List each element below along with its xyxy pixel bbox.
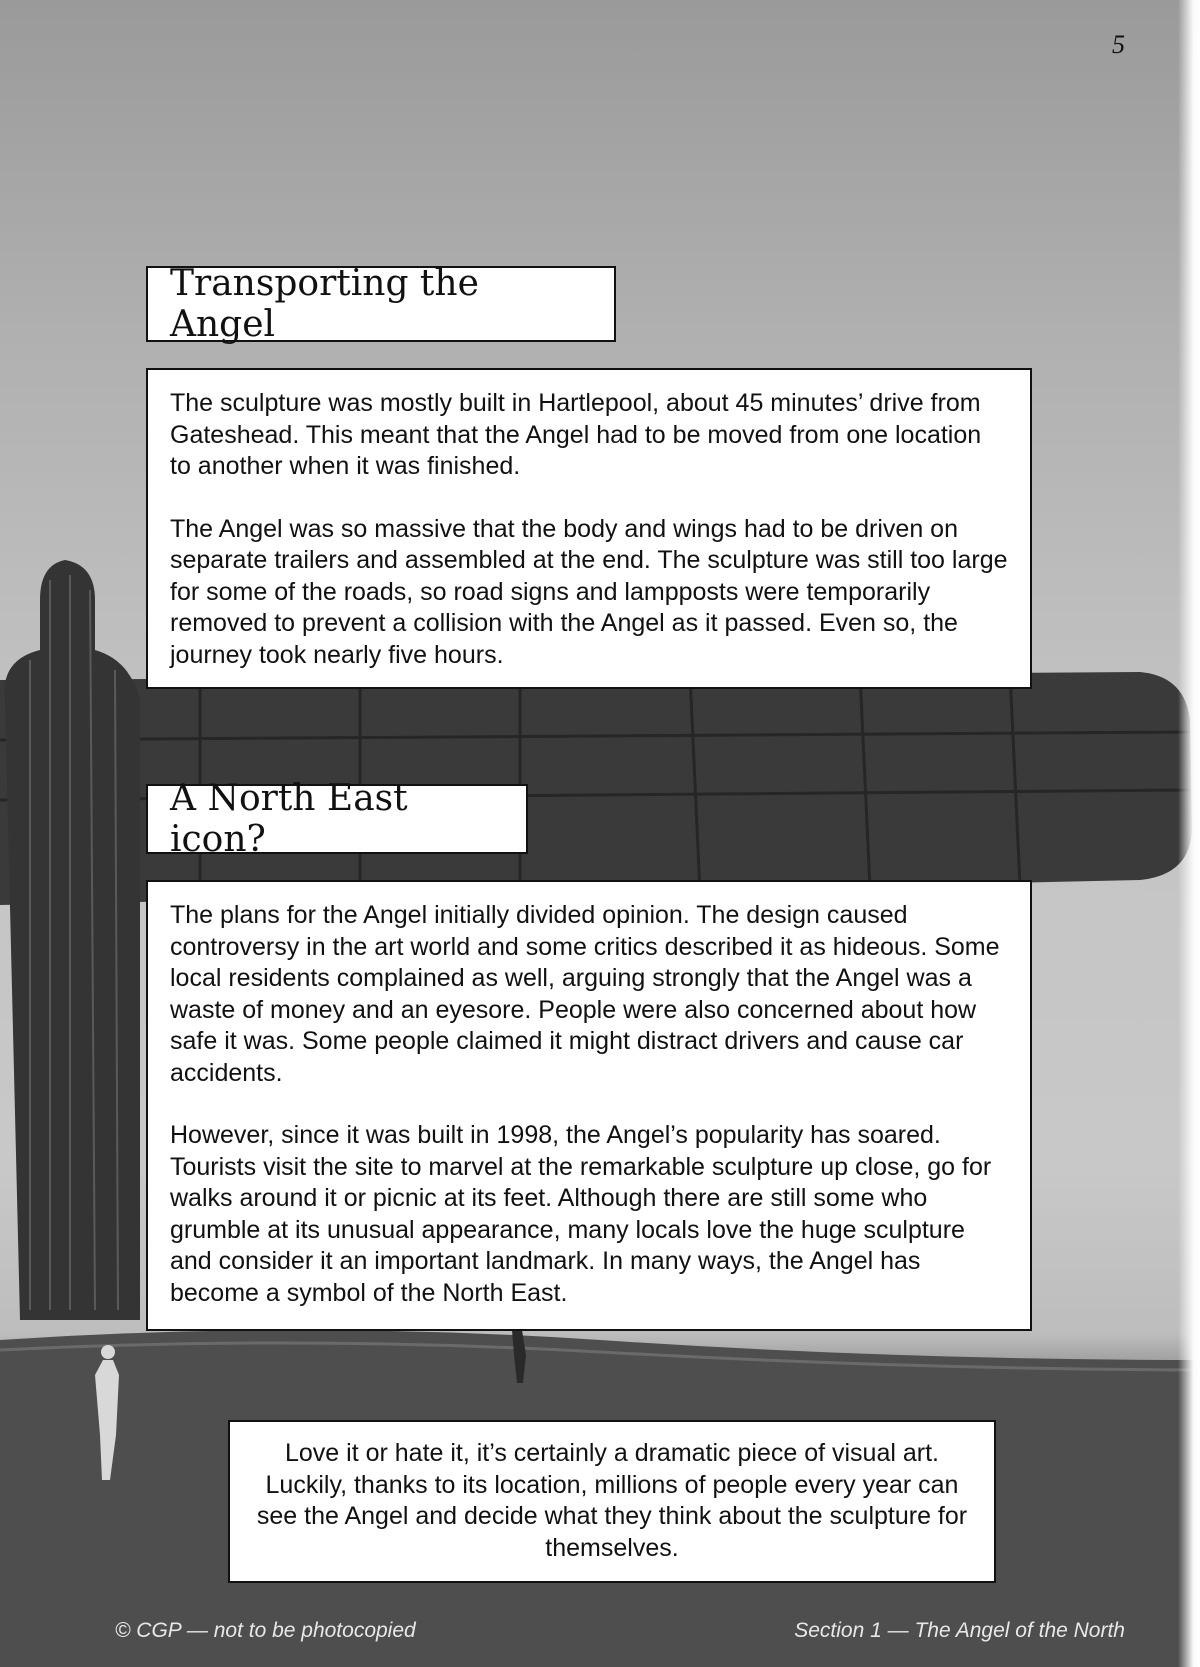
- paragraph: However, since it was built in 1998, the Angel’s popularity has soared. Tourists visit the site to marvel at the remarkable sculpture up close, go for walks around it or picnic at its feet. Although there are still some who grumble at its unusual appearance, many locals love the huge sculpture and consider it an important landmark. In many ways, the Angel has become a symbol of the North East.: [170, 1121, 992, 1307]
- closing-text: Love it or hate it, it’s certainly a dramatic piece of visual art. Luckily, thanks to its location, millions of people every year can see the Angel and decide what they think about the sculpture for themselves.: [256, 1439, 968, 1562]
- footer-section-title: Section 1 — The Angel of the North: [794, 1619, 1125, 1642]
- text-box-north-east-icon: [146, 880, 1032, 1331]
- paragraph: The sculpture was mostly built in Hartlepool, about 45 minutes’ drive from Gateshead. This meant that the Angel had to be moved from one location to another when it was finished.: [170, 389, 982, 480]
- section-heading-north-east-icon: [146, 778, 528, 860]
- paragraph: The plans for the Angel initially divided opinion. The design caused controversy in the art world and some critics described it as hideous. Some local residents complained as well, arguing strongly that the Angel was a waste of money and an eyesore. People were also concerned about how safe it was. Some people claimed it might distract drivers and cause car accidents.: [170, 901, 1000, 1087]
- heading-text: Transporting the Angel: [170, 263, 479, 345]
- section-heading-transporting: [146, 263, 616, 345]
- closing-box: [228, 1420, 996, 1583]
- footer-copyright: © CGP — not to be photocopied: [115, 1619, 416, 1642]
- page-number: 5: [1112, 30, 1125, 59]
- heading-text: A North East icon?: [170, 778, 408, 860]
- paragraph: The Angel was so massive that the body and wings had to be driven on separate trailers and assembled at the end. The sculpture was still too large for some of the roads, so road signs and lampposts were temporarily removed to prevent a collision with the Angel as it passed. Even so, the journey took nearly five hours.: [170, 514, 1008, 669]
- text-box-transporting: [146, 368, 1032, 689]
